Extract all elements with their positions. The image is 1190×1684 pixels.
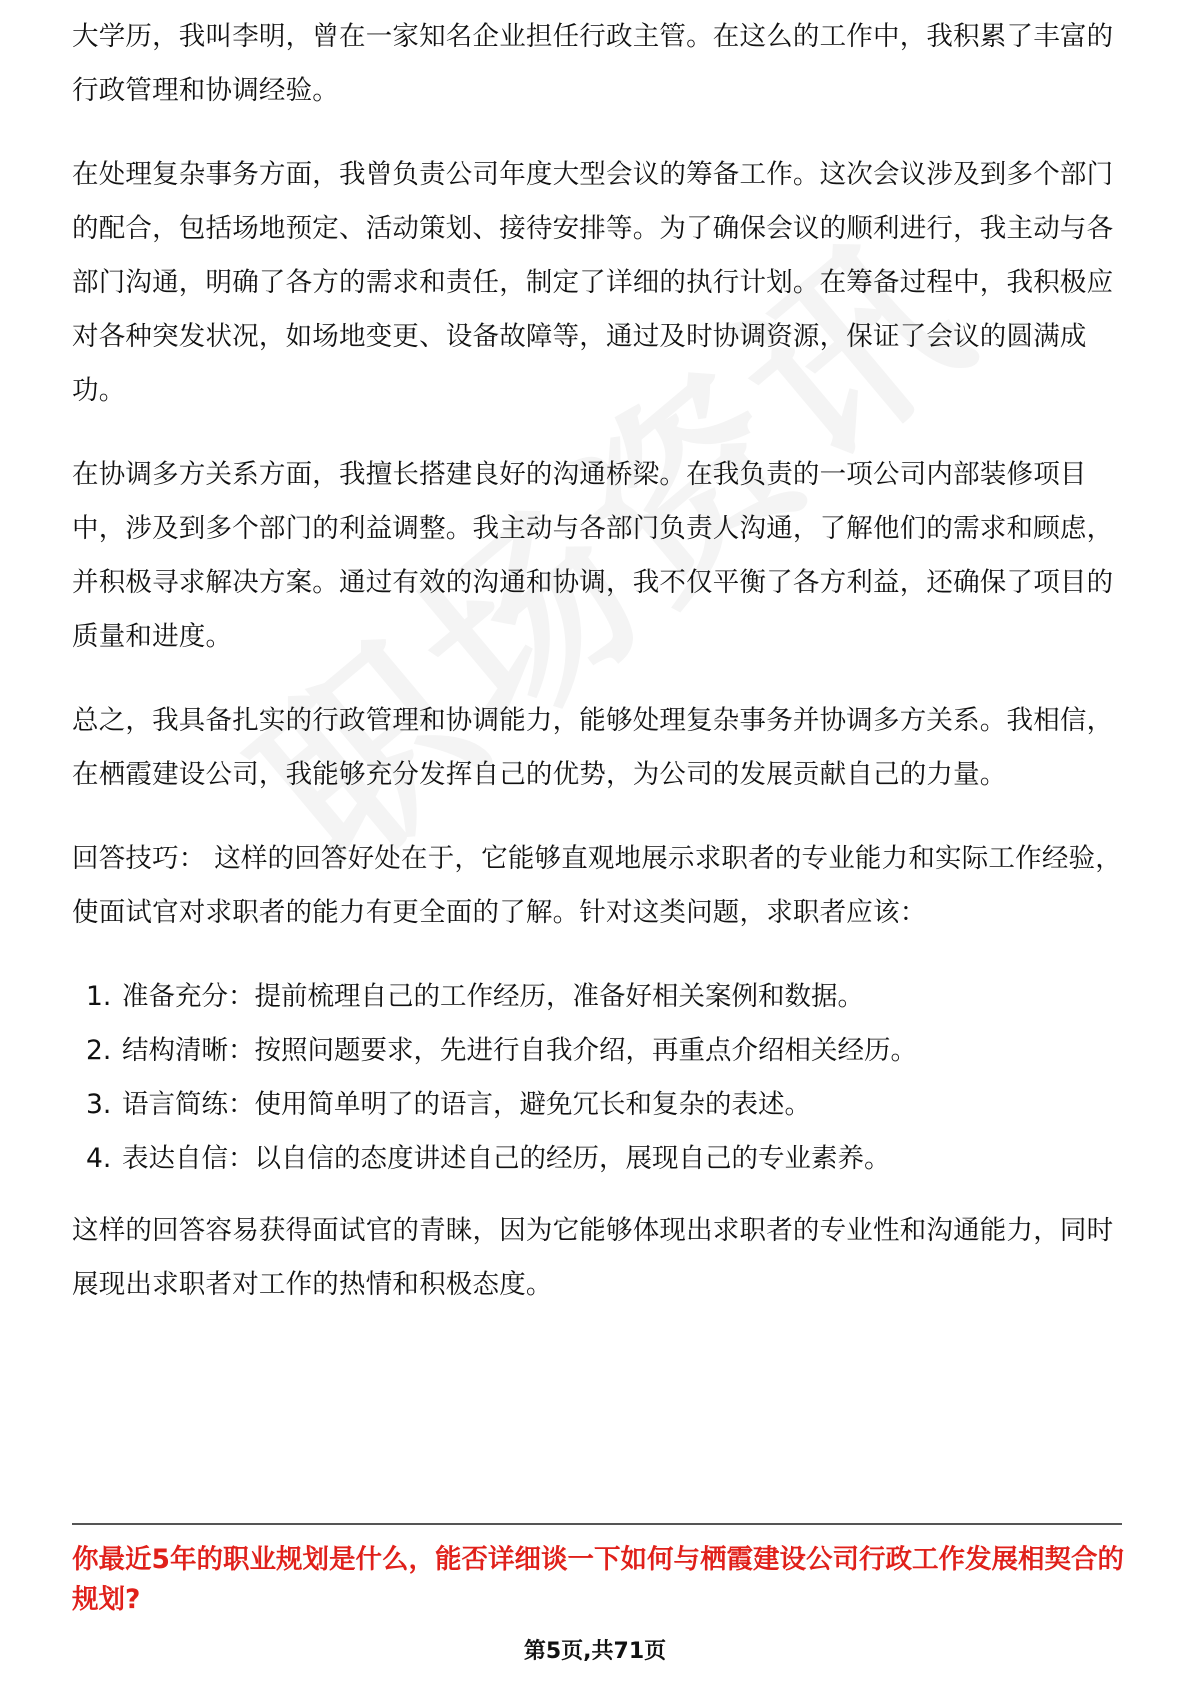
paragraph-coordination: 在协调多方关系方面，我擅长搭建良好的沟通桥梁。在我负责的一项公司内部装修项目中，涉及到多个部门的利益调整。我主动与各部门负责人沟通，了解他们的需求和顾虑，并积极寻求解决方案。通过有效的沟通和协调，我不仅平衡了各方利益，还确保了项目的质量和进度。 <box>72 459 1114 652</box>
paragraph-intro: 大学历，我叫李明，曾在一家知名企业担任行政主管。在这么的工作中，我积累了丰富的行政管理和协调经验。 <box>72 21 1114 106</box>
section-divider <box>72 1523 1122 1525</box>
next-question-heading: 你最近5年的职业规划是什么，能否详细谈一下如何与栖霞建设公司行政工作发展相契合的规划? <box>72 1544 1124 1615</box>
paragraph-closing: 这样的回答容易获得面试官的青睐，因为它能够体现出求职者的专业性和沟通能力，同时展现出求职者对工作的热情和积极态度。 <box>72 1215 1114 1300</box>
tips-list <box>72 970 1122 1186</box>
list-item: 1. 准备充分：提前梳理自己的工作经历，准备好相关案例和数据。 <box>86 981 864 1012</box>
paragraph-summary: 总之，我具备扎实的行政管理和协调能力，能够处理复杂事务并协调多方关系。我相信，在栖霞建设公司，我能够充分发挥自己的优势，为公司的发展贡献自己的力量。 <box>72 705 1114 790</box>
page-number: 第5页,共71页 <box>523 1639 667 1664</box>
paragraph-complex-affairs: 在处理复杂事务方面，我曾负责公司年度大型会议的筹备工作。这次会议涉及到多个部门的配合，包括场地预定、活动策划、接待安排等。为了确保会议的顺利进行，我主动与各部门沟通，明确了各方的需求和责任，制定了详细的执行计划。在筹备过程中，我积极应对各种突发状况，如场地变更、设备故障等，通过及时协调资源，保证了会议的圆满成功。 <box>72 159 1114 406</box>
list-item: 3. 语言简练：使用简单明了的语言，避免冗长和复杂的表述。 <box>86 1089 811 1120</box>
list-item: 4. 表达自信：以自信的态度讲述自己的经历，展现自己的专业素养。 <box>86 1143 891 1174</box>
paragraph-answer-tips: 回答技巧： 这样的回答好处在于，它能够直观地展示求职者的专业能力和实际工作经验，使面试官对求职者的能力有更全面的了解。针对这类问题，求职者应该： <box>72 843 1122 928</box>
answer-content <box>72 20 1122 1342</box>
list-item: 2. 结构清晰：按照问题要求，先进行自我介绍，再重点介绍相关经历。 <box>86 1035 917 1066</box>
